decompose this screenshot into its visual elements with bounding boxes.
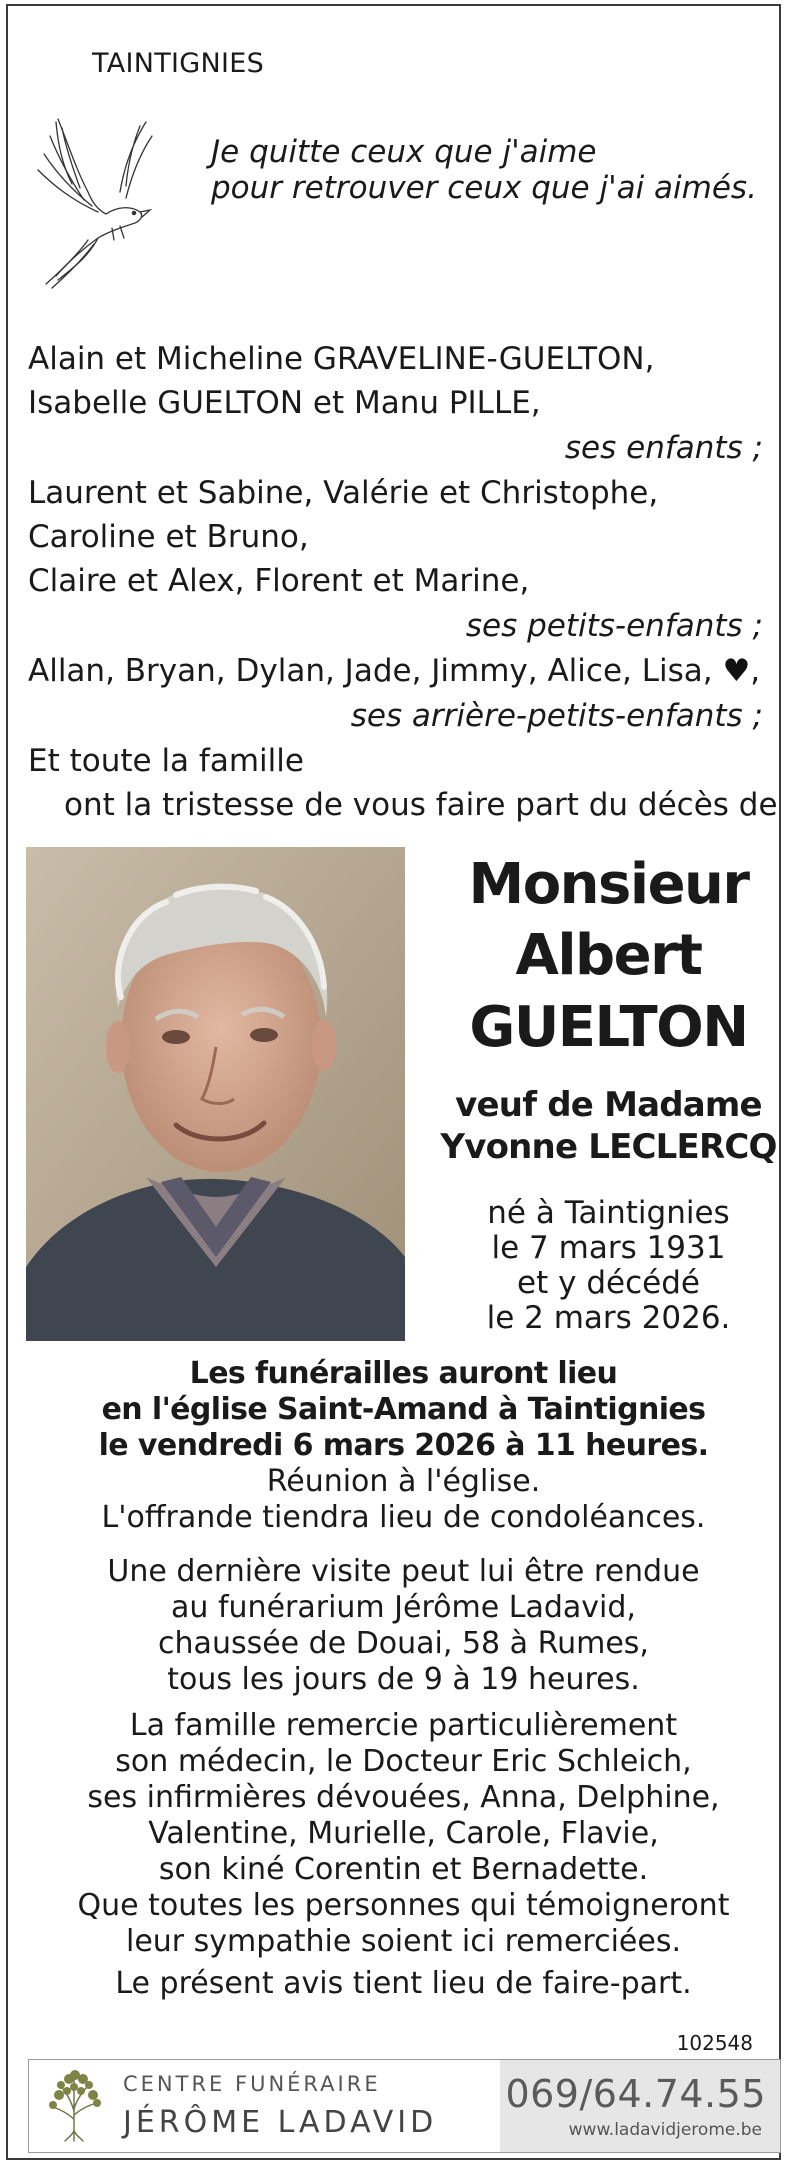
children-label: ses enfants ; [564, 430, 763, 466]
children-line-2: Isabelle GUELTON et Manu PILLE, [28, 385, 541, 421]
grandchildren-label: ses petits-enfants ; [465, 608, 763, 644]
sadness-line: ont la tristesse de vous faire part du décès de [64, 787, 778, 823]
visit-line-1: Une dernière visite peut lui être rendue [107, 1554, 700, 1589]
deceased-title: Monsieur [468, 852, 749, 917]
widow-line-2: Yvonne LECLERCQ [440, 1127, 777, 1167]
children-line-1: Alain et Micheline GRAVELINE-GUELTON, [28, 341, 655, 377]
thanks-line-1: La famille remercie particulièrement [129, 1708, 678, 1743]
funeral-home-banner [28, 2059, 781, 2153]
funeral-line-5: L'offrande tiendra lieu de condoléances. [101, 1500, 706, 1535]
deceased-last-name: GUELTON [469, 995, 748, 1060]
born-line-3: et y décédé [517, 1265, 700, 1301]
quote-line-1: Je quitte ceux que j'aime [211, 134, 597, 170]
reference-number: 102548 [676, 2031, 753, 2055]
deceased-first-name: Albert [515, 923, 702, 988]
dove-icon [28, 114, 158, 289]
thanks-line-6: Que toutes les personnes qui témoigneront [77, 1888, 730, 1923]
funeral-line-1: Les funérailles auront lieu [189, 1356, 618, 1391]
tree-logo-icon [45, 2069, 103, 2143]
funeral-line-2: en l'église Saint-Amand à Taintignies [101, 1392, 706, 1427]
born-line-4: le 2 mars 2026. [486, 1300, 731, 1336]
funeral-home-line-2: JÉRÔME LADAVID [123, 2105, 438, 2140]
birth-death-info [416, 1196, 791, 1336]
obituary-notice [6, 4, 781, 2160]
town-heading: TAINTIGNIES [92, 48, 265, 79]
thanks-line-7: leur sympathie soient ici remerciées. [126, 1924, 681, 1959]
grandchildren-line-1: Laurent et Sabine, Valérie et Christophe, [28, 475, 659, 511]
widow-info [416, 1084, 791, 1168]
visit-info [28, 1554, 779, 1698]
widow-line-1: veuf de Madame [455, 1085, 762, 1125]
thanks-info [28, 1708, 779, 2002]
heart-icon: ♥ [722, 653, 751, 689]
visit-line-2: au funérarium Jérôme Ladavid, [171, 1590, 636, 1625]
born-line-1: né à Taintignies [487, 1195, 730, 1231]
deceased-photo [26, 847, 405, 1341]
thanks-line-4: Valentine, Murielle, Carole, Flavie, [148, 1816, 659, 1851]
funeral-home-line-1: CENTRE FUNÉRAIRE [123, 2072, 381, 2096]
contact-panel [500, 2060, 780, 2152]
visit-line-3: chaussée de Douai, 58 à Rumes, [158, 1626, 649, 1661]
thanks-line-5: son kiné Corentin et Bernadette. [158, 1852, 649, 1887]
grandchildren-line-2: Caroline et Bruno, [28, 519, 309, 555]
great-grandchildren-label: ses arrière-petits-enfants ; [350, 698, 763, 734]
all-family-line: Et toute la famille [28, 743, 304, 779]
funeral-line-4: Réunion à l'église. [266, 1464, 541, 1499]
born-line-2: le 7 mars 1931 [491, 1230, 726, 1266]
funeral-line-3: le vendredi 6 mars 2026 à 11 heures. [98, 1428, 709, 1463]
phone-number: 069/64.74.55 [505, 2072, 766, 2116]
grandchildren-line-3: Claire et Alex, Florent et Marine, [28, 563, 530, 599]
funeral-info [28, 1356, 779, 1536]
quote-line-2: pour retrouver ceux que j'ai aimés. [211, 170, 757, 206]
thanks-line-3: ses infirmières dévouées, Anna, Delphine, [87, 1780, 720, 1815]
quote [211, 134, 757, 206]
visit-line-4: tous les jours de 9 à 19 heures. [167, 1662, 640, 1697]
great-grandchildren-line [28, 649, 760, 693]
great-grandchildren-names: Allan, Bryan, Dylan, Jade, Jimmy, Alice, Lisa, [28, 653, 713, 689]
website-link[interactable]: www.ladavidjerome.be [568, 2120, 762, 2140]
great-grandchildren-comma: , [750, 653, 761, 689]
thanks-line-2: son médecin, le Docteur Eric Schleich, [115, 1744, 692, 1779]
thanks-line-8: Le présent avis tient lieu de faire-part. [115, 1966, 692, 2001]
